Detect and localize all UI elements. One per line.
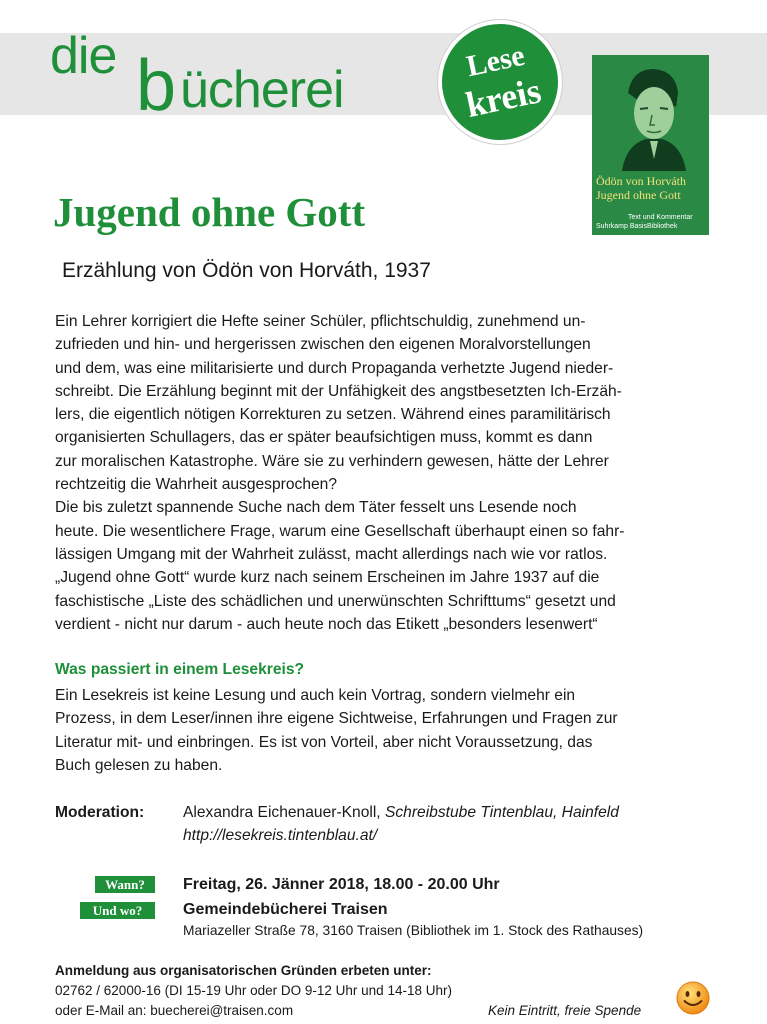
smiley-icon — [675, 980, 711, 1016]
logo-ucherei: ücherei — [180, 61, 344, 119]
page-subtitle: Erzählung von Ödön von Horváth, 1937 — [62, 259, 431, 282]
when-tag: Wann? — [95, 876, 155, 893]
event-location: Gemeindebücherei Traisen — [183, 901, 388, 918]
moderation-line — [183, 805, 619, 821]
cover-title: Jugend ohne Gott — [596, 188, 681, 202]
cover-author: Ödön von Horváth — [596, 174, 686, 188]
badge-line1: Lese — [463, 38, 528, 84]
moderator-name: Alexandra Eichenauer-Knoll, — [183, 804, 385, 821]
paragraph-2: Die bis zuletzt spannende Suche nach dem Täter fesselt uns Lesende noch heute. Die wesentlichere Frage, warum eine Gesellschaft überhaupt einen so fahr- lässigen Umgang mit der Wahrheit zulässt, macht allerdings nach wie vor ratlos. „Jugend ohne Gott“ wurde kurz nach seinem Erscheinen im Jahre 1937 auf die faschistische „Liste des schädlichen und unerwünschten Schrifttums“ gesetzt und verdient - nicht nur darum - auch heute noch das Etikett „besonders lesenwert“ — [55, 499, 625, 633]
registration-heading: Anmeldung aus organisatorischen Gründen erbeten unter: — [55, 963, 432, 978]
paragraph-1: Ein Lehrer korrigiert die Hefte seiner Schüler, pflichtschuldig, zunehmend un- zufrieden und hin- und hergerissen zwischen den eigenen Moralvorstellungen und dem, was eine militarisierte und durch Propaganda verhetzte Jugend nieder- schreibt. Die Erzählung beginnt mit der Unfähigkeit des angstbesetzten Ich-Erzäh- lers, die eigentlich nötigen Korrekturen zu setzen. Während eines paramilitärisch organisierten Schullagers, das er später beaufsichtigen muss, kommt es dann zur moralischen Katastrophe. Wäre sie zu verhindern gewesen, hätte der Lehrer rechtzeitig die Wahrheit ausgesprochen? — [55, 313, 622, 494]
moderator-org: Schreibstube Tintenblau, Hainfeld — [384, 804, 619, 821]
lesekreis-heading: Was passiert in einem Lesekreis? — [55, 661, 305, 678]
page-title: Jugend ohne Gott — [53, 189, 366, 235]
lesekreis-text: Ein Lesekreis ist keine Lesung und auch kein Vortrag, sondern vielmehr ein Prozess, in dem Leser/innen ihre eigene Sichtweise, Erfahrungen und Fragen zur Literatur mit- und einbringen. Es ist von Vorteil, aber nicht Voraussetzung, das Buch gelesen zu haben. — [55, 687, 618, 774]
event-date: Freitag, 26. Jänner 2018, 18.00 - 20.00 Uhr — [183, 876, 500, 893]
cover-subtitle: Text und Kommentar — [628, 214, 693, 221]
author-portrait — [614, 63, 690, 171]
moderation-label: Moderation: — [55, 804, 145, 821]
logo-die: die — [50, 27, 117, 85]
registration-email[interactable]: oder E-Mail an: buecherei@traisen.com — [55, 1003, 294, 1018]
book-cover — [592, 55, 709, 235]
admission-note: Kein Eintritt, freie Spende — [488, 1003, 642, 1018]
logo-b: b — [136, 46, 177, 126]
moderation-url[interactable]: http://lesekreis.tintenblau.at/ — [183, 827, 378, 844]
badge-line2: kreis — [462, 70, 545, 126]
event-address: Mariazeller Straße 78, 3160 Traisen (Bibliothek im 1. Stock des Rathauses) — [183, 923, 644, 938]
lesekreis-badge — [426, 8, 573, 155]
description — [55, 310, 715, 636]
registration-phone: 02762 / 62000-16 (DI 15-19 Uhr oder DO 9-12 Uhr und 14-18 Uhr) — [55, 983, 452, 998]
cover-series: Suhrkamp BasisBibliothek — [596, 223, 678, 230]
where-tag: Und wo? — [80, 902, 155, 919]
